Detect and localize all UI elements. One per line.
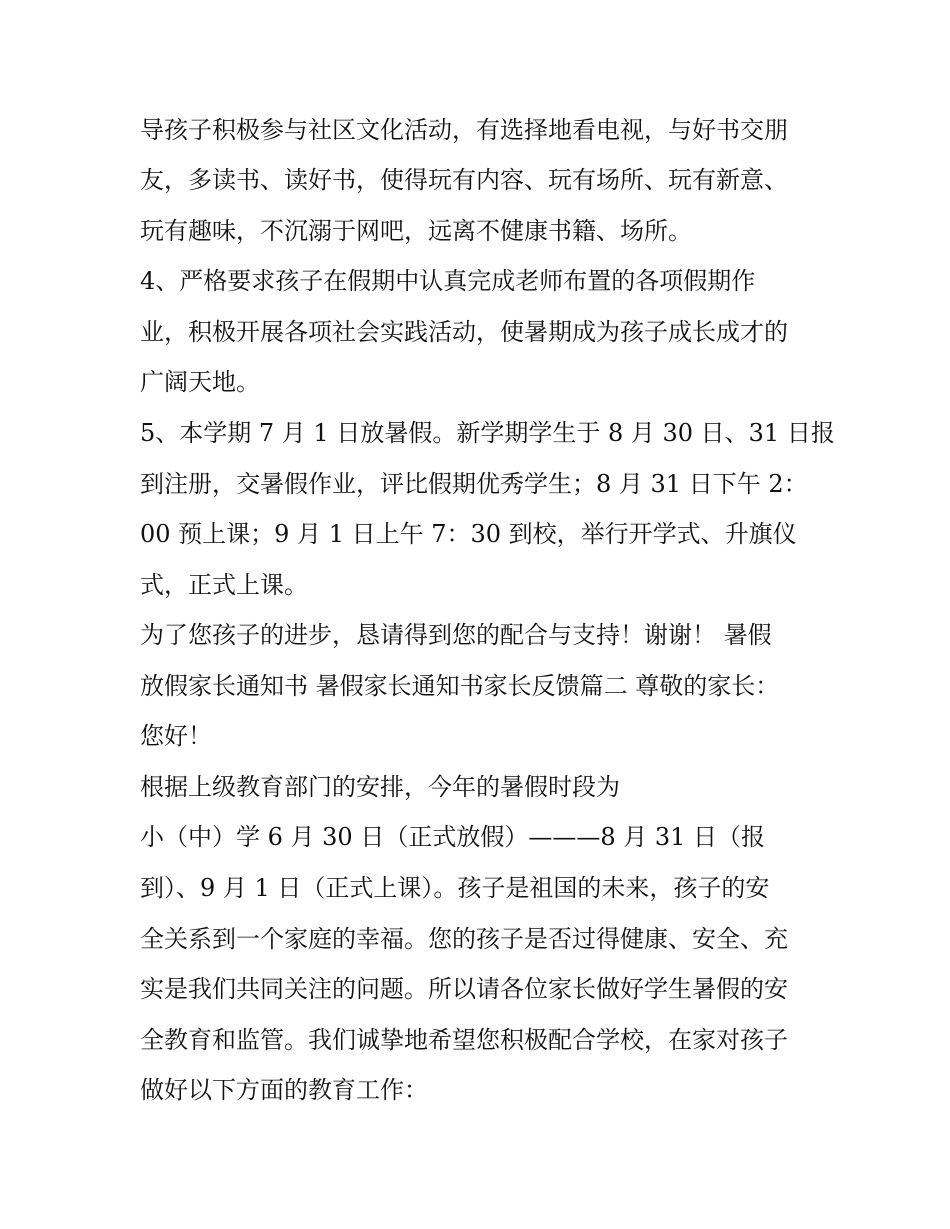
text-line: 您好！ (140, 722, 212, 750)
text-line: 式，正式上课。 (140, 571, 308, 599)
text-line: 广阔天地。 (140, 368, 260, 396)
text-line: 为了您孩子的进步，恳请得到您的配合与支持！谢谢！ 暑假 (140, 621, 772, 649)
text-line: 全教育和监管。我们诚挚地希望您积极配合学校，在家对孩子 (140, 1026, 788, 1054)
text-line: 放假家长通知书 暑假家长通知书家长反馈篇二 尊敬的家长： (140, 672, 780, 700)
text-line: 4、严格要求孩子在假期中认真完成老师布置的各项假期作 (140, 267, 756, 295)
text-line: 00 预上课；9 月 1 日上午 7：30 到校，举行开学式、升旗仪 (140, 520, 797, 548)
text-line: 小（中）学 6 月 30 日（正式放假）———8 月 31 日（报 (140, 823, 766, 851)
text-line: 做好以下方面的教育工作： (140, 1076, 428, 1104)
text-line: 导孩子积极参与社区文化活动，有选择地看电视，与好书交朋 (140, 116, 788, 144)
text-line: 友，多读书、读好书，使得玩有内容、玩有场所、玩有新意、 (140, 166, 788, 194)
text-line: 到）、9 月 1 日（正式上课）。孩子是祖国的未来，孩子的安 (140, 874, 770, 902)
text-line: 业，积极开展各项社会实践活动，使暑期成为孩子成长成才的 (140, 318, 788, 346)
text-line: 根据上级教育部门的安排，今年的暑假时段为 (140, 773, 620, 801)
text-line: 玩有趣味，不沉溺于网吧，远离不健康书籍、场所。 (140, 217, 692, 245)
text-line: 到注册，交暑假作业，评比假期优秀学生；8 月 31 日下午 2： (140, 470, 808, 498)
text-line: 实是我们共同关注的问题。所以请各位家长做好学生暑假的安 (140, 975, 788, 1003)
text-line: 全关系到一个家庭的幸福。您的孩子是否过得健康、安全、充 (140, 925, 788, 953)
text-line: 5、本学期 7 月 1 日放暑假。新学期学生于 8 月 30 日、31 日报 (140, 419, 835, 447)
